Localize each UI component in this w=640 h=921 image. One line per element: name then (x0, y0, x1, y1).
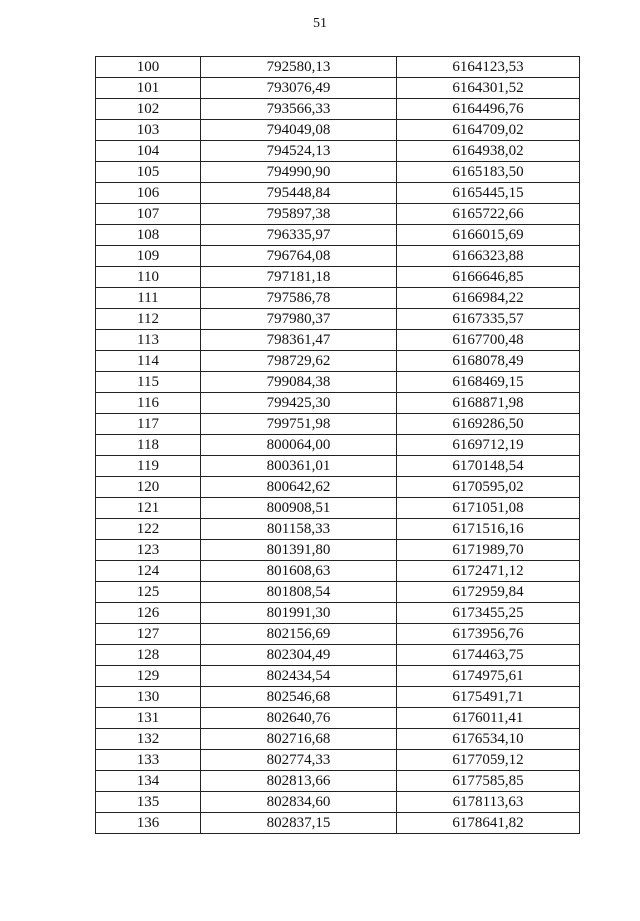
table-row (96, 603, 580, 624)
x-coordinate-cell: 792580,13 (201, 57, 397, 78)
y-coordinate-cell: 6166646,85 (397, 267, 580, 288)
point-number-cell: 119 (96, 456, 201, 477)
x-coordinate-cell: 799751,98 (201, 414, 397, 435)
point-number-cell: 127 (96, 624, 201, 645)
y-coordinate-cell: 6164496,76 (397, 99, 580, 120)
x-coordinate-cell: 793076,49 (201, 78, 397, 99)
y-coordinate-cell: 6171051,08 (397, 498, 580, 519)
x-coordinate-cell: 795448,84 (201, 183, 397, 204)
table-row (96, 729, 580, 750)
table-row (96, 225, 580, 246)
x-coordinate-cell: 800064,00 (201, 435, 397, 456)
y-coordinate-cell: 6169712,19 (397, 435, 580, 456)
point-number-cell: 124 (96, 561, 201, 582)
y-coordinate-cell: 6170148,54 (397, 456, 580, 477)
point-number-cell: 113 (96, 330, 201, 351)
x-coordinate-cell: 798361,47 (201, 330, 397, 351)
point-number-cell: 107 (96, 204, 201, 225)
x-coordinate-cell: 793566,33 (201, 99, 397, 120)
coordinates-table (95, 56, 580, 834)
y-coordinate-cell: 6165183,50 (397, 162, 580, 183)
x-coordinate-cell: 800908,51 (201, 498, 397, 519)
point-number-cell: 130 (96, 687, 201, 708)
y-coordinate-cell: 6178113,63 (397, 792, 580, 813)
x-coordinate-cell: 802156,69 (201, 624, 397, 645)
y-coordinate-cell: 6168469,15 (397, 372, 580, 393)
y-coordinate-cell: 6164301,52 (397, 78, 580, 99)
point-number-cell: 132 (96, 729, 201, 750)
table-row (96, 141, 580, 162)
x-coordinate-cell: 802716,68 (201, 729, 397, 750)
point-number-cell: 104 (96, 141, 201, 162)
y-coordinate-cell: 6166323,88 (397, 246, 580, 267)
point-number-cell: 101 (96, 78, 201, 99)
point-number-cell: 133 (96, 750, 201, 771)
x-coordinate-cell: 794049,08 (201, 120, 397, 141)
y-coordinate-cell: 6171516,16 (397, 519, 580, 540)
y-coordinate-cell: 6167700,48 (397, 330, 580, 351)
x-coordinate-cell: 797980,37 (201, 309, 397, 330)
point-number-cell: 115 (96, 372, 201, 393)
table-row (96, 477, 580, 498)
y-coordinate-cell: 6165445,15 (397, 183, 580, 204)
table-row (96, 372, 580, 393)
point-number-cell: 118 (96, 435, 201, 456)
coordinates-table-body (96, 57, 580, 834)
y-coordinate-cell: 6178641,82 (397, 813, 580, 834)
point-number-cell: 125 (96, 582, 201, 603)
point-number-cell: 126 (96, 603, 201, 624)
point-number-cell: 108 (96, 225, 201, 246)
x-coordinate-cell: 802304,49 (201, 645, 397, 666)
table-row (96, 57, 580, 78)
x-coordinate-cell: 799084,38 (201, 372, 397, 393)
x-coordinate-cell: 802640,76 (201, 708, 397, 729)
y-coordinate-cell: 6168871,98 (397, 393, 580, 414)
table-row (96, 288, 580, 309)
y-coordinate-cell: 6166015,69 (397, 225, 580, 246)
point-number-cell: 122 (96, 519, 201, 540)
table-row (96, 414, 580, 435)
x-coordinate-cell: 802837,15 (201, 813, 397, 834)
point-number-cell: 123 (96, 540, 201, 561)
table-row (96, 456, 580, 477)
x-coordinate-cell: 794990,90 (201, 162, 397, 183)
x-coordinate-cell: 797586,78 (201, 288, 397, 309)
x-coordinate-cell: 800642,62 (201, 477, 397, 498)
x-coordinate-cell: 802434,54 (201, 666, 397, 687)
x-coordinate-cell: 800361,01 (201, 456, 397, 477)
y-coordinate-cell: 6172471,12 (397, 561, 580, 582)
point-number-cell: 102 (96, 99, 201, 120)
table-row (96, 645, 580, 666)
table-row (96, 666, 580, 687)
table-row (96, 162, 580, 183)
x-coordinate-cell: 794524,13 (201, 141, 397, 162)
table-row (96, 582, 580, 603)
table-row (96, 813, 580, 834)
table-row (96, 498, 580, 519)
y-coordinate-cell: 6177059,12 (397, 750, 580, 771)
x-coordinate-cell: 801991,30 (201, 603, 397, 624)
point-number-cell: 120 (96, 477, 201, 498)
point-number-cell: 116 (96, 393, 201, 414)
table-row (96, 561, 580, 582)
table-row (96, 792, 580, 813)
point-number-cell: 111 (96, 288, 201, 309)
table-row (96, 183, 580, 204)
table-row (96, 204, 580, 225)
table-row (96, 393, 580, 414)
point-number-cell: 114 (96, 351, 201, 372)
table-row (96, 120, 580, 141)
y-coordinate-cell: 6175491,71 (397, 687, 580, 708)
y-coordinate-cell: 6173956,76 (397, 624, 580, 645)
x-coordinate-cell: 799425,30 (201, 393, 397, 414)
y-coordinate-cell: 6167335,57 (397, 309, 580, 330)
table-row (96, 267, 580, 288)
table-row (96, 246, 580, 267)
x-coordinate-cell: 801808,54 (201, 582, 397, 603)
point-number-cell: 117 (96, 414, 201, 435)
x-coordinate-cell: 797181,18 (201, 267, 397, 288)
y-coordinate-cell: 6170595,02 (397, 477, 580, 498)
x-coordinate-cell: 802774,33 (201, 750, 397, 771)
table-row (96, 540, 580, 561)
point-number-cell: 131 (96, 708, 201, 729)
x-coordinate-cell: 796764,08 (201, 246, 397, 267)
point-number-cell: 128 (96, 645, 201, 666)
table-row (96, 330, 580, 351)
point-number-cell: 110 (96, 267, 201, 288)
y-coordinate-cell: 6173455,25 (397, 603, 580, 624)
y-coordinate-cell: 6174463,75 (397, 645, 580, 666)
table-row (96, 99, 580, 120)
table-row (96, 309, 580, 330)
y-coordinate-cell: 6174975,61 (397, 666, 580, 687)
x-coordinate-cell: 801608,63 (201, 561, 397, 582)
y-coordinate-cell: 6177585,85 (397, 771, 580, 792)
x-coordinate-cell: 796335,97 (201, 225, 397, 246)
y-coordinate-cell: 6164709,02 (397, 120, 580, 141)
point-number-cell: 106 (96, 183, 201, 204)
y-coordinate-cell: 6172959,84 (397, 582, 580, 603)
y-coordinate-cell: 6165722,66 (397, 204, 580, 225)
point-number-cell: 103 (96, 120, 201, 141)
point-number-cell: 135 (96, 792, 201, 813)
x-coordinate-cell: 795897,38 (201, 204, 397, 225)
y-coordinate-cell: 6171989,70 (397, 540, 580, 561)
point-number-cell: 105 (96, 162, 201, 183)
table-row (96, 771, 580, 792)
x-coordinate-cell: 802813,66 (201, 771, 397, 792)
point-number-cell: 134 (96, 771, 201, 792)
point-number-cell: 136 (96, 813, 201, 834)
x-coordinate-cell: 801158,33 (201, 519, 397, 540)
table-row (96, 435, 580, 456)
y-coordinate-cell: 6164938,02 (397, 141, 580, 162)
y-coordinate-cell: 6176534,10 (397, 729, 580, 750)
x-coordinate-cell: 801391,80 (201, 540, 397, 561)
y-coordinate-cell: 6166984,22 (397, 288, 580, 309)
table-row (96, 78, 580, 99)
table-row (96, 624, 580, 645)
table-row (96, 750, 580, 771)
table-row (96, 708, 580, 729)
point-number-cell: 100 (96, 57, 201, 78)
y-coordinate-cell: 6176011,41 (397, 708, 580, 729)
y-coordinate-cell: 6169286,50 (397, 414, 580, 435)
table-row (96, 687, 580, 708)
point-number-cell: 121 (96, 498, 201, 519)
table-row (96, 351, 580, 372)
x-coordinate-cell: 802546,68 (201, 687, 397, 708)
point-number-cell: 129 (96, 666, 201, 687)
point-number-cell: 109 (96, 246, 201, 267)
table-row (96, 519, 580, 540)
y-coordinate-cell: 6164123,53 (397, 57, 580, 78)
point-number-cell: 112 (96, 309, 201, 330)
page-number: 51 (313, 16, 327, 31)
y-coordinate-cell: 6168078,49 (397, 351, 580, 372)
x-coordinate-cell: 798729,62 (201, 351, 397, 372)
x-coordinate-cell: 802834,60 (201, 792, 397, 813)
